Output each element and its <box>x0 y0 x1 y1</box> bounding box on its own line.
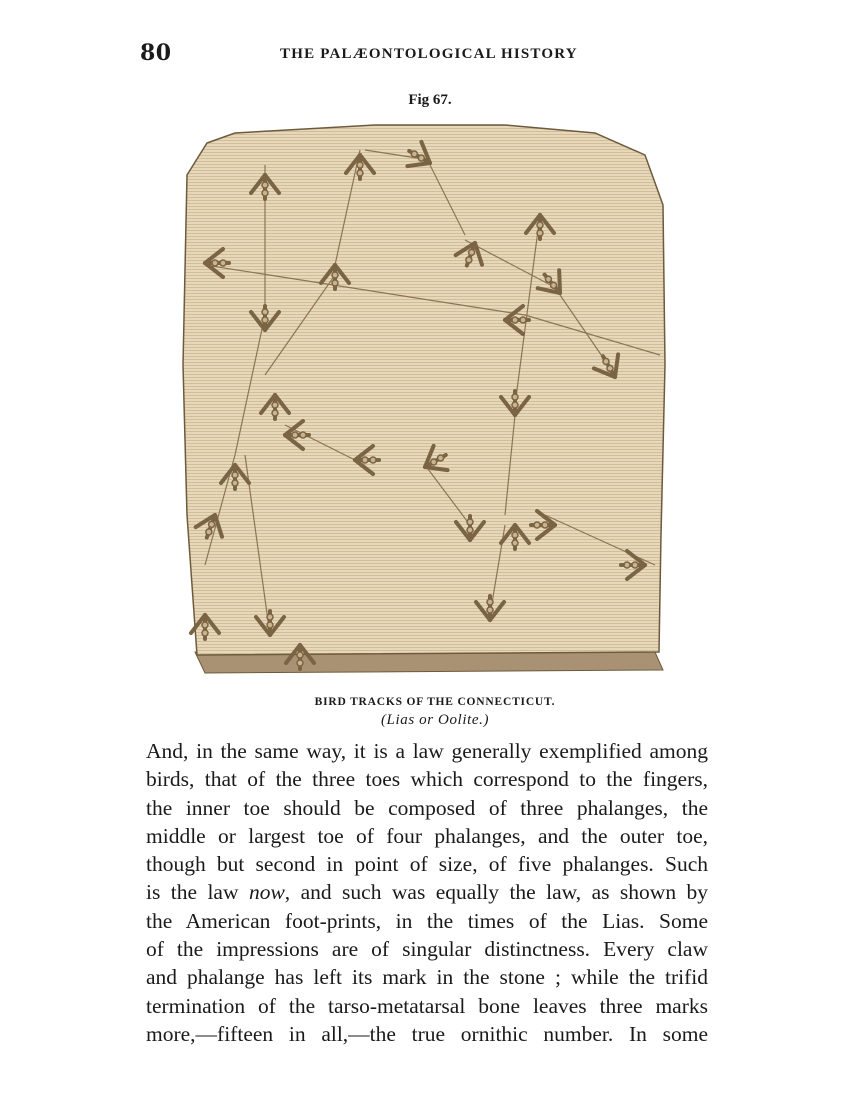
text-line: birds, that of the three toes which correspond to the fingers, <box>146 767 708 792</box>
text-segment: is the law <box>146 880 249 905</box>
text-line: though but second in point of size, of five phalanges. Such <box>146 852 708 877</box>
figure-subcaption: (Lias or Oolite.) <box>380 712 490 728</box>
text-line: middle or largest toe of four phalanges, and the outer toe, <box>146 823 708 848</box>
body-text <box>146 737 708 1048</box>
text-line: of the impressions are of singular distinctness. Every claw <box>146 937 708 962</box>
running-head: THE PALÆONTOLOGICAL HISTORY <box>280 46 578 62</box>
italic-word: now <box>248 880 285 905</box>
text-line: termination of the tarso-metatarsal bone leaves three marks <box>146 993 708 1018</box>
fossil-slab-bird-tracks-icon <box>175 115 675 685</box>
text-line <box>146 878 708 906</box>
text-line: the inner toe should be composed of three phalanges, the <box>146 795 708 820</box>
text-line: more,—fifteen in all,—the true ornithic number. In some <box>146 1021 708 1046</box>
text-line: and phalange has left its mark in the stone ; while the trifid <box>146 965 708 990</box>
figure-caption: BIRD TRACKS OF THE CONNECTICUT. <box>314 696 556 708</box>
figure-label: Fig 67. <box>408 92 452 108</box>
text-line: the American foot-prints, in the times of the Lias. Some <box>146 908 708 933</box>
text-segment: , and such was equally the law, as shown by <box>284 880 708 905</box>
fossil-slab-figure <box>175 115 675 685</box>
page-number: 80 <box>140 40 172 66</box>
text-line: And, in the same way, it is a law generally exemplified among <box>146 739 708 763</box>
